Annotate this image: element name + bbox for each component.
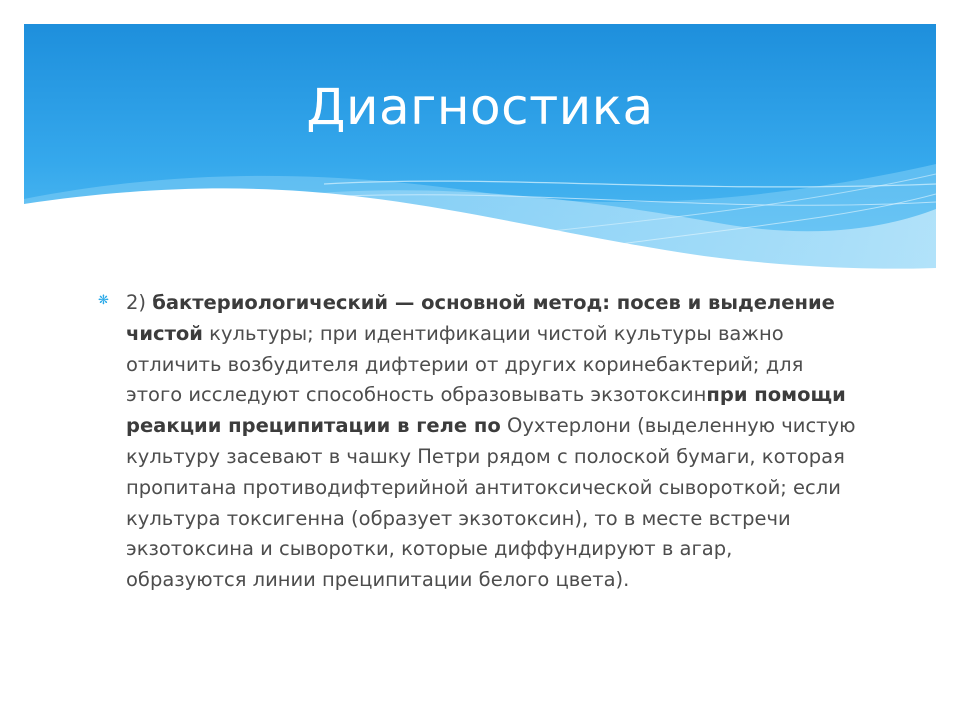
- bold-text-segment: при помощи реакции преципитации в геле по: [126, 383, 846, 438]
- text-segment: культуры; при идентификации чистой культуры важно отличить возбудителя дифтерии от других коринебактерий; для этого исследуют способность образовывать экзотоксин: [126, 321, 804, 407]
- slide-title: Диагностика: [306, 78, 654, 136]
- content-area: [96, 288, 856, 596]
- text-segment: Оухтерлони (выделенную чистую культуру засевают в чашку Петри рядом с полоской бумаги, которая пропитана противодифтерийной антитоксической сывороткой; если культура токсигенна (образует экзотоксин), то в месте встречи экзотоксина и сыворотки, которые диффундируют в агар, образуются линии преципитации белого цвета).: [126, 414, 856, 592]
- bold-text-segment: бактериологический — основной метод: посев и выделение чистой: [126, 291, 835, 345]
- bullet-text: [126, 288, 856, 596]
- header-banner: [24, 24, 936, 274]
- bullet-item: [96, 288, 856, 596]
- header-wave-graphic: [24, 24, 936, 274]
- text-segment: 2): [126, 291, 153, 314]
- asterisk-bullet-icon: ❋: [98, 293, 109, 308]
